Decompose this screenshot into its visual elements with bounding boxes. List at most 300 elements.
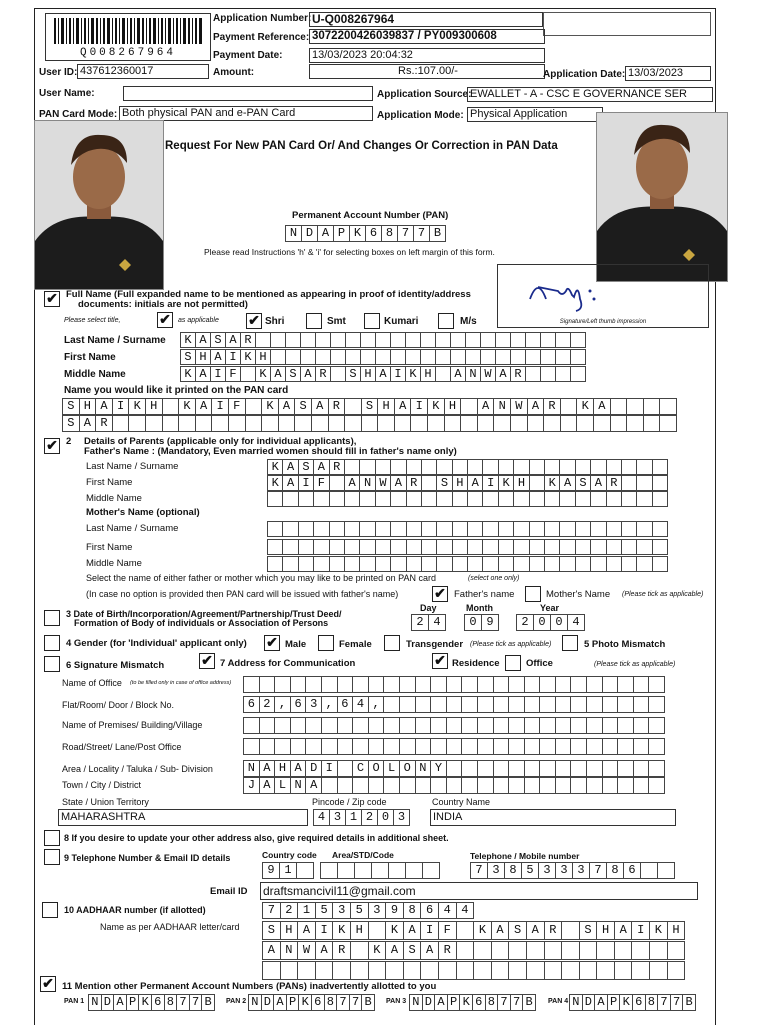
char-box [315, 349, 331, 365]
char-box: R [240, 332, 256, 348]
ms-label: M/s [460, 316, 477, 327]
char-box: I [390, 366, 406, 382]
char-box [626, 398, 644, 415]
char-box [667, 941, 686, 960]
char-box [633, 777, 650, 794]
office-checkbox[interactable] [505, 655, 521, 671]
char-box: 6 [420, 902, 439, 919]
char-box [555, 717, 572, 734]
char-box [636, 475, 652, 491]
char-box [337, 676, 354, 693]
char-box [586, 760, 603, 777]
char-box [461, 777, 478, 794]
char-box: A [313, 459, 329, 475]
char-box [329, 475, 345, 491]
char-box [640, 862, 658, 879]
char-box: 3 [305, 696, 322, 713]
char-box [360, 332, 376, 348]
char-box: A [593, 398, 611, 415]
char-box: H [350, 921, 369, 940]
char-box [298, 521, 314, 537]
char-box: H [280, 921, 299, 940]
char-box: 4 [438, 902, 457, 919]
flat-boxes [243, 696, 664, 713]
office-name-note: (to be filled only in case of office address) [130, 680, 232, 686]
char-box: O [368, 760, 385, 777]
char-box [280, 961, 299, 980]
pincode-boxes [313, 809, 409, 826]
char-box: A [344, 475, 360, 491]
char-box [636, 491, 652, 507]
char-box: K [368, 941, 387, 960]
char-box [438, 961, 457, 980]
char-box: Y [430, 760, 447, 777]
char-box: K [385, 921, 404, 940]
char-box [361, 415, 379, 432]
char-box [162, 415, 180, 432]
char-box [525, 366, 541, 382]
fathers-name-checkbox[interactable]: ✔ [432, 586, 448, 602]
char-box: A [262, 941, 281, 960]
char-box: 1 [345, 809, 362, 826]
char-box [602, 760, 619, 777]
char-box: 4 [428, 614, 446, 631]
char-box [482, 459, 498, 475]
char-box [399, 696, 416, 713]
char-box: H [596, 921, 615, 940]
char-box [586, 696, 603, 713]
char-box [539, 777, 556, 794]
char-box: I [420, 921, 439, 940]
char-box: 6 [632, 994, 646, 1011]
pan1-label: PAN 1 [64, 998, 85, 1005]
char-box: 3 [393, 809, 410, 826]
char-box [178, 415, 196, 432]
char-box [406, 539, 422, 555]
char-box [480, 349, 496, 365]
char-box: B [429, 225, 446, 242]
char-box [461, 676, 478, 693]
char-box [652, 475, 668, 491]
section-2-checkbox[interactable]: ✔ [44, 438, 60, 454]
char-box: 4 [352, 696, 369, 713]
char-box: I [210, 366, 226, 382]
char-box [394, 415, 412, 432]
char-box [602, 777, 619, 794]
char-box [415, 696, 432, 713]
char-box: 7 [589, 862, 607, 879]
char-box: 6 [311, 994, 325, 1011]
char-box [383, 676, 400, 693]
char-box [493, 676, 510, 693]
char-box [648, 760, 665, 777]
section-1-checkbox[interactable]: ✔ [44, 291, 60, 307]
shri-checkbox[interactable]: ✔ [246, 313, 262, 329]
kumari-checkbox[interactable] [364, 313, 380, 329]
char-box [498, 459, 514, 475]
char-box [555, 760, 572, 777]
select-parent-text: Select the name of either father or mother which you may like to be printed on PAN card [86, 573, 437, 583]
gender-tick-note: (Please tick as applicable) [470, 641, 552, 648]
char-box [421, 475, 437, 491]
char-box [498, 556, 514, 572]
char-box [560, 415, 578, 432]
char-box: 7 [262, 902, 281, 919]
char-box [493, 777, 510, 794]
char-box: H [79, 398, 97, 415]
char-box: S [285, 366, 301, 382]
title-applicable-checkbox[interactable]: ✔ [157, 312, 173, 328]
mothers-name-label: Mother's Name [546, 589, 611, 600]
male-checkbox[interactable]: ✔ [264, 635, 280, 651]
char-box: N [285, 225, 302, 242]
area-code-label: Area/STD/Code [332, 850, 394, 860]
char-box [446, 717, 463, 734]
char-box [648, 717, 665, 734]
char-box [657, 862, 675, 879]
char-box: A [195, 332, 211, 348]
char-box [617, 738, 634, 755]
char-box [524, 696, 541, 713]
char-box: 9 [385, 902, 404, 919]
char-box [245, 398, 263, 415]
section-3-label: 3 Date of Birth/Incorporation/Agreement/Partnership/Trust Deed/ [66, 609, 342, 619]
char-box [444, 415, 462, 432]
char-box: , [274, 696, 291, 713]
mothers-name-checkbox[interactable] [525, 586, 541, 602]
char-box: H [274, 760, 291, 777]
char-box [636, 539, 652, 555]
char-box: A [420, 941, 439, 960]
char-box [633, 717, 650, 734]
char-box: J [243, 777, 260, 794]
char-box: S [210, 332, 226, 348]
char-box [354, 862, 372, 879]
char-box [561, 921, 580, 940]
char-box: A [491, 921, 510, 940]
char-box [561, 941, 580, 960]
char-box: A [590, 475, 606, 491]
char-box [285, 349, 301, 365]
char-box [368, 921, 387, 940]
char-box: 6 [472, 994, 486, 1011]
char-box [467, 459, 483, 475]
first-name-label: First Name [64, 352, 116, 363]
char-box [540, 349, 556, 365]
char-box [436, 521, 452, 537]
char-box [649, 961, 668, 980]
char-box [529, 491, 545, 507]
father-last-name-label: Last Name / Surname [86, 461, 179, 472]
char-box [321, 777, 338, 794]
char-box [282, 556, 298, 572]
char-box: A [394, 398, 412, 415]
char-box [243, 676, 260, 693]
residence-checkbox[interactable]: ✔ [432, 653, 448, 669]
pan3-boxes [409, 994, 535, 1011]
char-box: A [273, 994, 287, 1011]
section-3-checkbox[interactable] [44, 610, 60, 626]
char-box: 1 [279, 862, 297, 879]
char-box [652, 539, 668, 555]
char-box [359, 539, 375, 555]
char-box [195, 415, 213, 432]
char-box [617, 760, 634, 777]
char-box [456, 961, 475, 980]
char-box [606, 556, 622, 572]
section-9-checkbox[interactable] [44, 849, 60, 865]
address-comm-checkbox[interactable]: ✔ [199, 653, 215, 669]
char-box [328, 415, 346, 432]
char-box: R [510, 366, 526, 382]
area-code-boxes [320, 862, 439, 879]
male-label: Male [285, 639, 307, 650]
char-box [570, 696, 587, 713]
section-3-label2: Formation of Body of individuals or Association of Persons [74, 618, 329, 628]
father-middle-name-label: Middle Name [86, 493, 142, 504]
char-box: S [294, 398, 312, 415]
char-box [477, 415, 495, 432]
char-box: K [649, 921, 668, 940]
char-box: R [329, 459, 345, 475]
char-box [311, 415, 329, 432]
char-box: L [383, 760, 400, 777]
premises-boxes [243, 717, 664, 734]
char-box: K [255, 366, 271, 382]
char-box [544, 961, 563, 980]
char-box: 5 [521, 862, 539, 879]
section-11-checkbox[interactable]: ✔ [40, 976, 56, 992]
char-box [330, 349, 346, 365]
user-id-label: User ID: [39, 67, 78, 78]
area-boxes [243, 760, 664, 777]
char-box: 1 [297, 902, 316, 919]
barcode-number: Q008267964 [79, 47, 176, 59]
char-box: 8 [324, 994, 338, 1011]
char-box: K [619, 994, 633, 1011]
char-box [305, 676, 322, 693]
char-box [337, 717, 354, 734]
char-box [313, 539, 329, 555]
char-box [245, 415, 263, 432]
char-box: F [225, 366, 241, 382]
char-box [145, 415, 163, 432]
char-box [590, 491, 606, 507]
char-box [446, 738, 463, 755]
char-box: N [290, 777, 307, 794]
char-box: P [447, 994, 461, 1011]
char-box [406, 459, 422, 475]
char-box: S [403, 941, 422, 960]
application-date-label: Application Date: [543, 69, 626, 80]
section-4-checkbox[interactable] [44, 635, 60, 651]
ms-checkbox[interactable] [438, 313, 454, 329]
char-box [544, 539, 560, 555]
char-box [467, 556, 483, 572]
char-box [575, 556, 591, 572]
address-tick-note: (Please tick as applicable) [594, 661, 676, 668]
char-box [539, 717, 556, 734]
char-box [240, 366, 256, 382]
char-box: K [240, 349, 256, 365]
female-label: Female [339, 639, 372, 650]
photo-mismatch-label: 5 Photo Mismatch [584, 639, 666, 650]
char-box: K [298, 994, 312, 1011]
char-box [477, 676, 494, 693]
char-box [243, 717, 260, 734]
char-box: A [434, 994, 448, 1011]
pan1-boxes [88, 994, 214, 1011]
char-box [259, 717, 276, 734]
char-box [243, 738, 260, 755]
char-box [406, 556, 422, 572]
char-box [652, 556, 668, 572]
char-box: I [315, 921, 334, 940]
town-boxes [243, 777, 664, 794]
transgender-label: Transgender [406, 639, 464, 650]
char-box [421, 521, 437, 537]
char-box: 8 [164, 994, 178, 1011]
char-box [539, 696, 556, 713]
payment-date-label: Payment Date: [213, 50, 283, 61]
char-box [631, 961, 650, 980]
char-box [456, 941, 475, 960]
char-box: K [138, 994, 152, 1011]
char-box [352, 777, 369, 794]
road-label: Road/Street/ Lane/Post Office [62, 742, 182, 752]
char-box [652, 491, 668, 507]
char-box [643, 398, 661, 415]
char-box [352, 717, 369, 734]
char-box [359, 521, 375, 537]
section-8-checkbox[interactable] [44, 830, 60, 846]
signature-mismatch-checkbox[interactable] [44, 656, 60, 672]
char-box [636, 459, 652, 475]
char-box [482, 539, 498, 555]
father-name-label: Father's Name : (Mandatory, Even married women should fill in father's name only) [84, 446, 457, 457]
smt-checkbox[interactable] [306, 313, 322, 329]
char-box [498, 521, 514, 537]
transgender-checkbox[interactable] [384, 635, 400, 651]
aadhaar-label: 10 AADHAAR number (if allotted) [64, 905, 206, 915]
applicant-photo-right [596, 112, 728, 282]
char-box [544, 459, 560, 475]
char-box: A [385, 941, 404, 960]
char-box [290, 676, 307, 693]
photo-mismatch-checkbox[interactable] [562, 635, 578, 651]
char-box [513, 491, 529, 507]
char-box: 2 [411, 614, 429, 631]
char-box [259, 676, 276, 693]
char-box: A [375, 366, 391, 382]
application-mode: Physical Application [467, 107, 603, 122]
char-box: H [360, 366, 376, 382]
char-box [510, 332, 526, 348]
char-box [452, 521, 468, 537]
dob-year-boxes [516, 614, 584, 631]
section-10-checkbox[interactable] [42, 902, 58, 918]
char-box: H [255, 349, 271, 365]
char-box [321, 717, 338, 734]
char-box [329, 521, 345, 537]
char-box [456, 921, 475, 940]
char-box [493, 760, 510, 777]
female-checkbox[interactable] [318, 635, 334, 651]
char-box: A [270, 366, 286, 382]
char-box [305, 738, 322, 755]
char-box [359, 459, 375, 475]
char-box [477, 717, 494, 734]
state-value: MAHARASHTRA [58, 809, 308, 826]
char-box [435, 366, 451, 382]
middle-name-label: Middle Name [64, 369, 126, 380]
char-box [508, 676, 525, 693]
section-2-label: Details of Parents (applicable only for individual applicants), [84, 436, 357, 447]
char-box [493, 696, 510, 713]
year-label: Year [540, 603, 560, 613]
char-box: D [101, 994, 115, 1011]
char-box [300, 349, 316, 365]
char-box [482, 521, 498, 537]
char-box: K [459, 994, 473, 1011]
char-box [112, 415, 130, 432]
char-box [375, 521, 391, 537]
email-label: Email ID [210, 886, 248, 897]
char-box [405, 349, 421, 365]
char-box: K [349, 225, 366, 242]
char-box [371, 862, 389, 879]
char-box [368, 738, 385, 755]
char-box: H [145, 398, 163, 415]
char-box [586, 738, 603, 755]
char-box [508, 961, 527, 980]
parent-tick-note: (Please tick as applicable) [622, 591, 704, 598]
char-box [559, 521, 575, 537]
char-box [652, 521, 668, 537]
char-box [270, 349, 286, 365]
char-box [643, 415, 661, 432]
char-box: A [527, 398, 545, 415]
char-box [375, 349, 391, 365]
char-box [529, 459, 545, 475]
char-box: 3 [572, 862, 590, 879]
char-box [259, 738, 276, 755]
char-box [436, 459, 452, 475]
char-box [570, 349, 586, 365]
char-box [465, 349, 481, 365]
father-middle-name-boxes [267, 491, 667, 507]
char-box [621, 521, 637, 537]
char-box: A [559, 475, 575, 491]
char-box [477, 696, 494, 713]
char-box [274, 676, 291, 693]
application-source: EWALLET - A - CSC E GOVERNANCE SER [467, 87, 713, 102]
char-box: 3 [555, 862, 573, 879]
char-box [267, 521, 283, 537]
char-box [529, 556, 545, 572]
mother-middle-name-boxes [267, 556, 667, 572]
char-box: B [361, 994, 375, 1011]
char-box: 8 [381, 225, 398, 242]
char-box [415, 738, 432, 755]
char-box [631, 941, 650, 960]
section-11-label: 11 Mention other Permanent Account Numbers (PANs) inadvertently allotted to you [62, 981, 437, 992]
char-box [539, 676, 556, 693]
section-1-label: Full Name (Full expanded name to be mentioned as appearing in proof of identity/address [66, 289, 471, 300]
char-box [298, 491, 314, 507]
instructions-text: Please read Instructions 'h' & 'i' for selecting boxes on left margin of this form. [204, 247, 495, 257]
char-box [313, 556, 329, 572]
